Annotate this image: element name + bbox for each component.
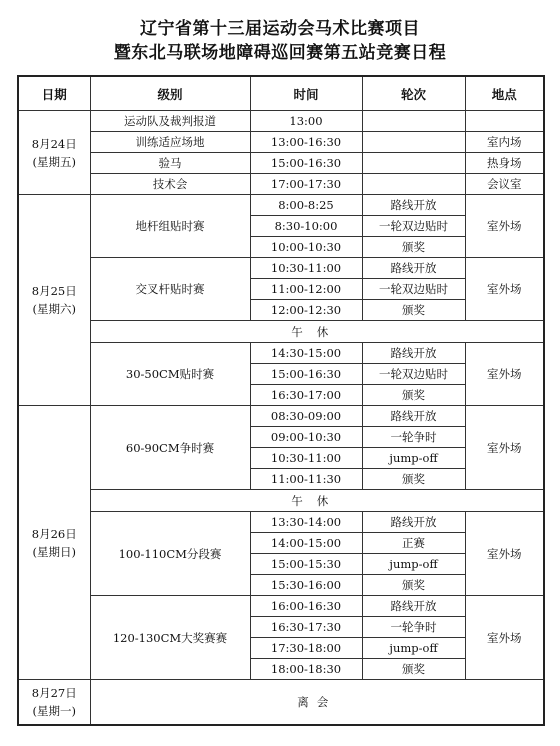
time-cell: 09:00-10:30 bbox=[250, 427, 362, 448]
table-row bbox=[18, 195, 544, 216]
round-cell: 一轮双边贴时 bbox=[362, 279, 465, 300]
venue-cell: 室外场 bbox=[465, 195, 544, 258]
table-row bbox=[18, 512, 544, 533]
document-title-line1: 辽宁省第十三届运动会马术比赛项目 bbox=[140, 19, 420, 39]
round-cell: 颁奖 bbox=[362, 575, 465, 596]
venue-cell: 室外场 bbox=[465, 343, 544, 406]
time-cell: 15:00-16:30 bbox=[250, 364, 362, 385]
weekday-text: (星期六) bbox=[32, 302, 76, 316]
table-row bbox=[18, 343, 544, 364]
level-cell: 运动队及裁判报道 bbox=[90, 111, 250, 132]
venue-cell: 热身场 bbox=[465, 153, 544, 174]
time-cell: 17:00-17:30 bbox=[250, 174, 362, 195]
round-cell: 颁奖 bbox=[362, 300, 465, 321]
table-row bbox=[18, 596, 544, 617]
header-row bbox=[18, 76, 544, 111]
date-cell bbox=[18, 111, 90, 195]
time-cell: 15:30-16:00 bbox=[250, 575, 362, 596]
table-row bbox=[18, 174, 544, 195]
venue-cell: 室外场 bbox=[465, 406, 544, 490]
time-cell: 15:00-15:30 bbox=[250, 554, 362, 575]
time-cell: 10:30-11:00 bbox=[250, 448, 362, 469]
time-cell: 16:30-17:00 bbox=[250, 385, 362, 406]
time-cell: 12:00-12:30 bbox=[250, 300, 362, 321]
time-cell: 13:00 bbox=[250, 111, 362, 132]
round-cell bbox=[362, 132, 465, 153]
lunch-break-text: 午休 bbox=[90, 321, 544, 343]
table-row bbox=[18, 258, 544, 279]
round-cell: 路线开放 bbox=[362, 406, 465, 427]
round-cell bbox=[362, 153, 465, 174]
time-cell: 8:00-8:25 bbox=[250, 195, 362, 216]
round-cell: 一轮双边贴时 bbox=[362, 364, 465, 385]
date-cell bbox=[18, 195, 90, 406]
round-cell: 颁奖 bbox=[362, 659, 465, 680]
round-cell: 正赛 bbox=[362, 533, 465, 554]
time-cell: 8:30-10:00 bbox=[250, 216, 362, 237]
date-text: 8月25日 bbox=[31, 284, 77, 298]
time-cell: 11:00-11:30 bbox=[250, 469, 362, 490]
round-cell: 一轮争时 bbox=[362, 427, 465, 448]
venue-cell: 室内场 bbox=[465, 132, 544, 153]
venue-cell: 室外场 bbox=[465, 512, 544, 596]
round-cell bbox=[362, 174, 465, 195]
round-cell: jump-off bbox=[362, 448, 465, 469]
round-cell: 路线开放 bbox=[362, 596, 465, 617]
venue-cell: 室外场 bbox=[465, 596, 544, 680]
table-row bbox=[18, 406, 544, 427]
time-cell: 16:30-17:30 bbox=[250, 617, 362, 638]
departure-note: 离会 bbox=[90, 680, 544, 726]
date-cell bbox=[18, 680, 90, 726]
round-cell: 一轮争时 bbox=[362, 617, 465, 638]
round-cell: 路线开放 bbox=[362, 258, 465, 279]
round-cell: 颁奖 bbox=[362, 237, 465, 258]
level-cell: 验马 bbox=[90, 153, 250, 174]
level-cell: 60-90CM争时赛 bbox=[90, 406, 250, 490]
round-cell: 路线开放 bbox=[362, 343, 465, 364]
venue-cell: 会议室 bbox=[465, 174, 544, 195]
level-cell: 30-50CM贴时赛 bbox=[90, 343, 250, 406]
level-cell: 地杆组贴时赛 bbox=[90, 195, 250, 258]
weekday-text: (星期五) bbox=[32, 154, 76, 169]
date-text: 8月26日 bbox=[31, 526, 77, 541]
round-cell: 路线开放 bbox=[362, 195, 465, 216]
date-text: 8月24日 bbox=[31, 136, 77, 151]
header-level: 级别 bbox=[90, 76, 250, 111]
round-cell: jump-off bbox=[362, 554, 465, 575]
lunch-break-row bbox=[18, 490, 544, 512]
level-cell: 训练适应场地 bbox=[90, 132, 250, 153]
time-cell: 17:30-18:00 bbox=[250, 638, 362, 659]
time-cell: 10:00-10:30 bbox=[250, 237, 362, 258]
round-cell: 颁奖 bbox=[362, 385, 465, 406]
time-cell: 13:00-16:30 bbox=[250, 132, 362, 153]
table-row bbox=[18, 111, 544, 132]
venue-cell: 室外场 bbox=[465, 258, 544, 321]
header-round: 轮次 bbox=[362, 76, 465, 111]
header-time: 时间 bbox=[250, 76, 362, 111]
round-cell bbox=[362, 111, 465, 132]
level-cell: 交叉杆贴时赛 bbox=[90, 258, 250, 321]
lunch-break-text: 午休 bbox=[90, 490, 544, 512]
time-cell: 16:00-16:30 bbox=[250, 596, 362, 617]
time-cell: 14:00-15:00 bbox=[250, 533, 362, 554]
level-cell: 技术会 bbox=[90, 174, 250, 195]
time-cell: 13:30-14:00 bbox=[250, 512, 362, 533]
date-text: 8月27日 bbox=[31, 686, 77, 700]
lunch-break-row bbox=[18, 321, 544, 343]
header-date: 日期 bbox=[18, 76, 90, 111]
time-cell: 14:30-15:00 bbox=[250, 343, 362, 364]
venue-cell bbox=[465, 111, 544, 132]
time-cell: 18:00-18:30 bbox=[250, 659, 362, 680]
round-cell: 一轮双边贴时 bbox=[362, 216, 465, 237]
time-cell: 08:30-09:00 bbox=[250, 406, 362, 427]
time-cell: 15:00-16:30 bbox=[250, 153, 362, 174]
round-cell: 颁奖 bbox=[362, 469, 465, 490]
schedule-table bbox=[17, 75, 545, 726]
table-row bbox=[18, 153, 544, 174]
time-cell: 11:00-12:00 bbox=[250, 279, 362, 300]
round-cell: 路线开放 bbox=[362, 512, 465, 533]
weekday-text: (星期一) bbox=[32, 704, 76, 718]
level-cell: 120-130CM大奖赛赛 bbox=[90, 596, 250, 680]
level-cell: 100-110CM分段赛 bbox=[90, 512, 250, 596]
time-cell: 10:30-11:00 bbox=[250, 258, 362, 279]
table-row bbox=[18, 132, 544, 153]
document-title-line2: 暨东北马联场地障碍巡回赛第五站竞赛日程 bbox=[113, 43, 447, 63]
date-cell bbox=[18, 406, 90, 680]
header-venue: 地点 bbox=[465, 76, 544, 111]
round-cell: jump-off bbox=[362, 638, 465, 659]
weekday-text: (星期日) bbox=[32, 544, 76, 559]
table-row bbox=[18, 680, 544, 726]
